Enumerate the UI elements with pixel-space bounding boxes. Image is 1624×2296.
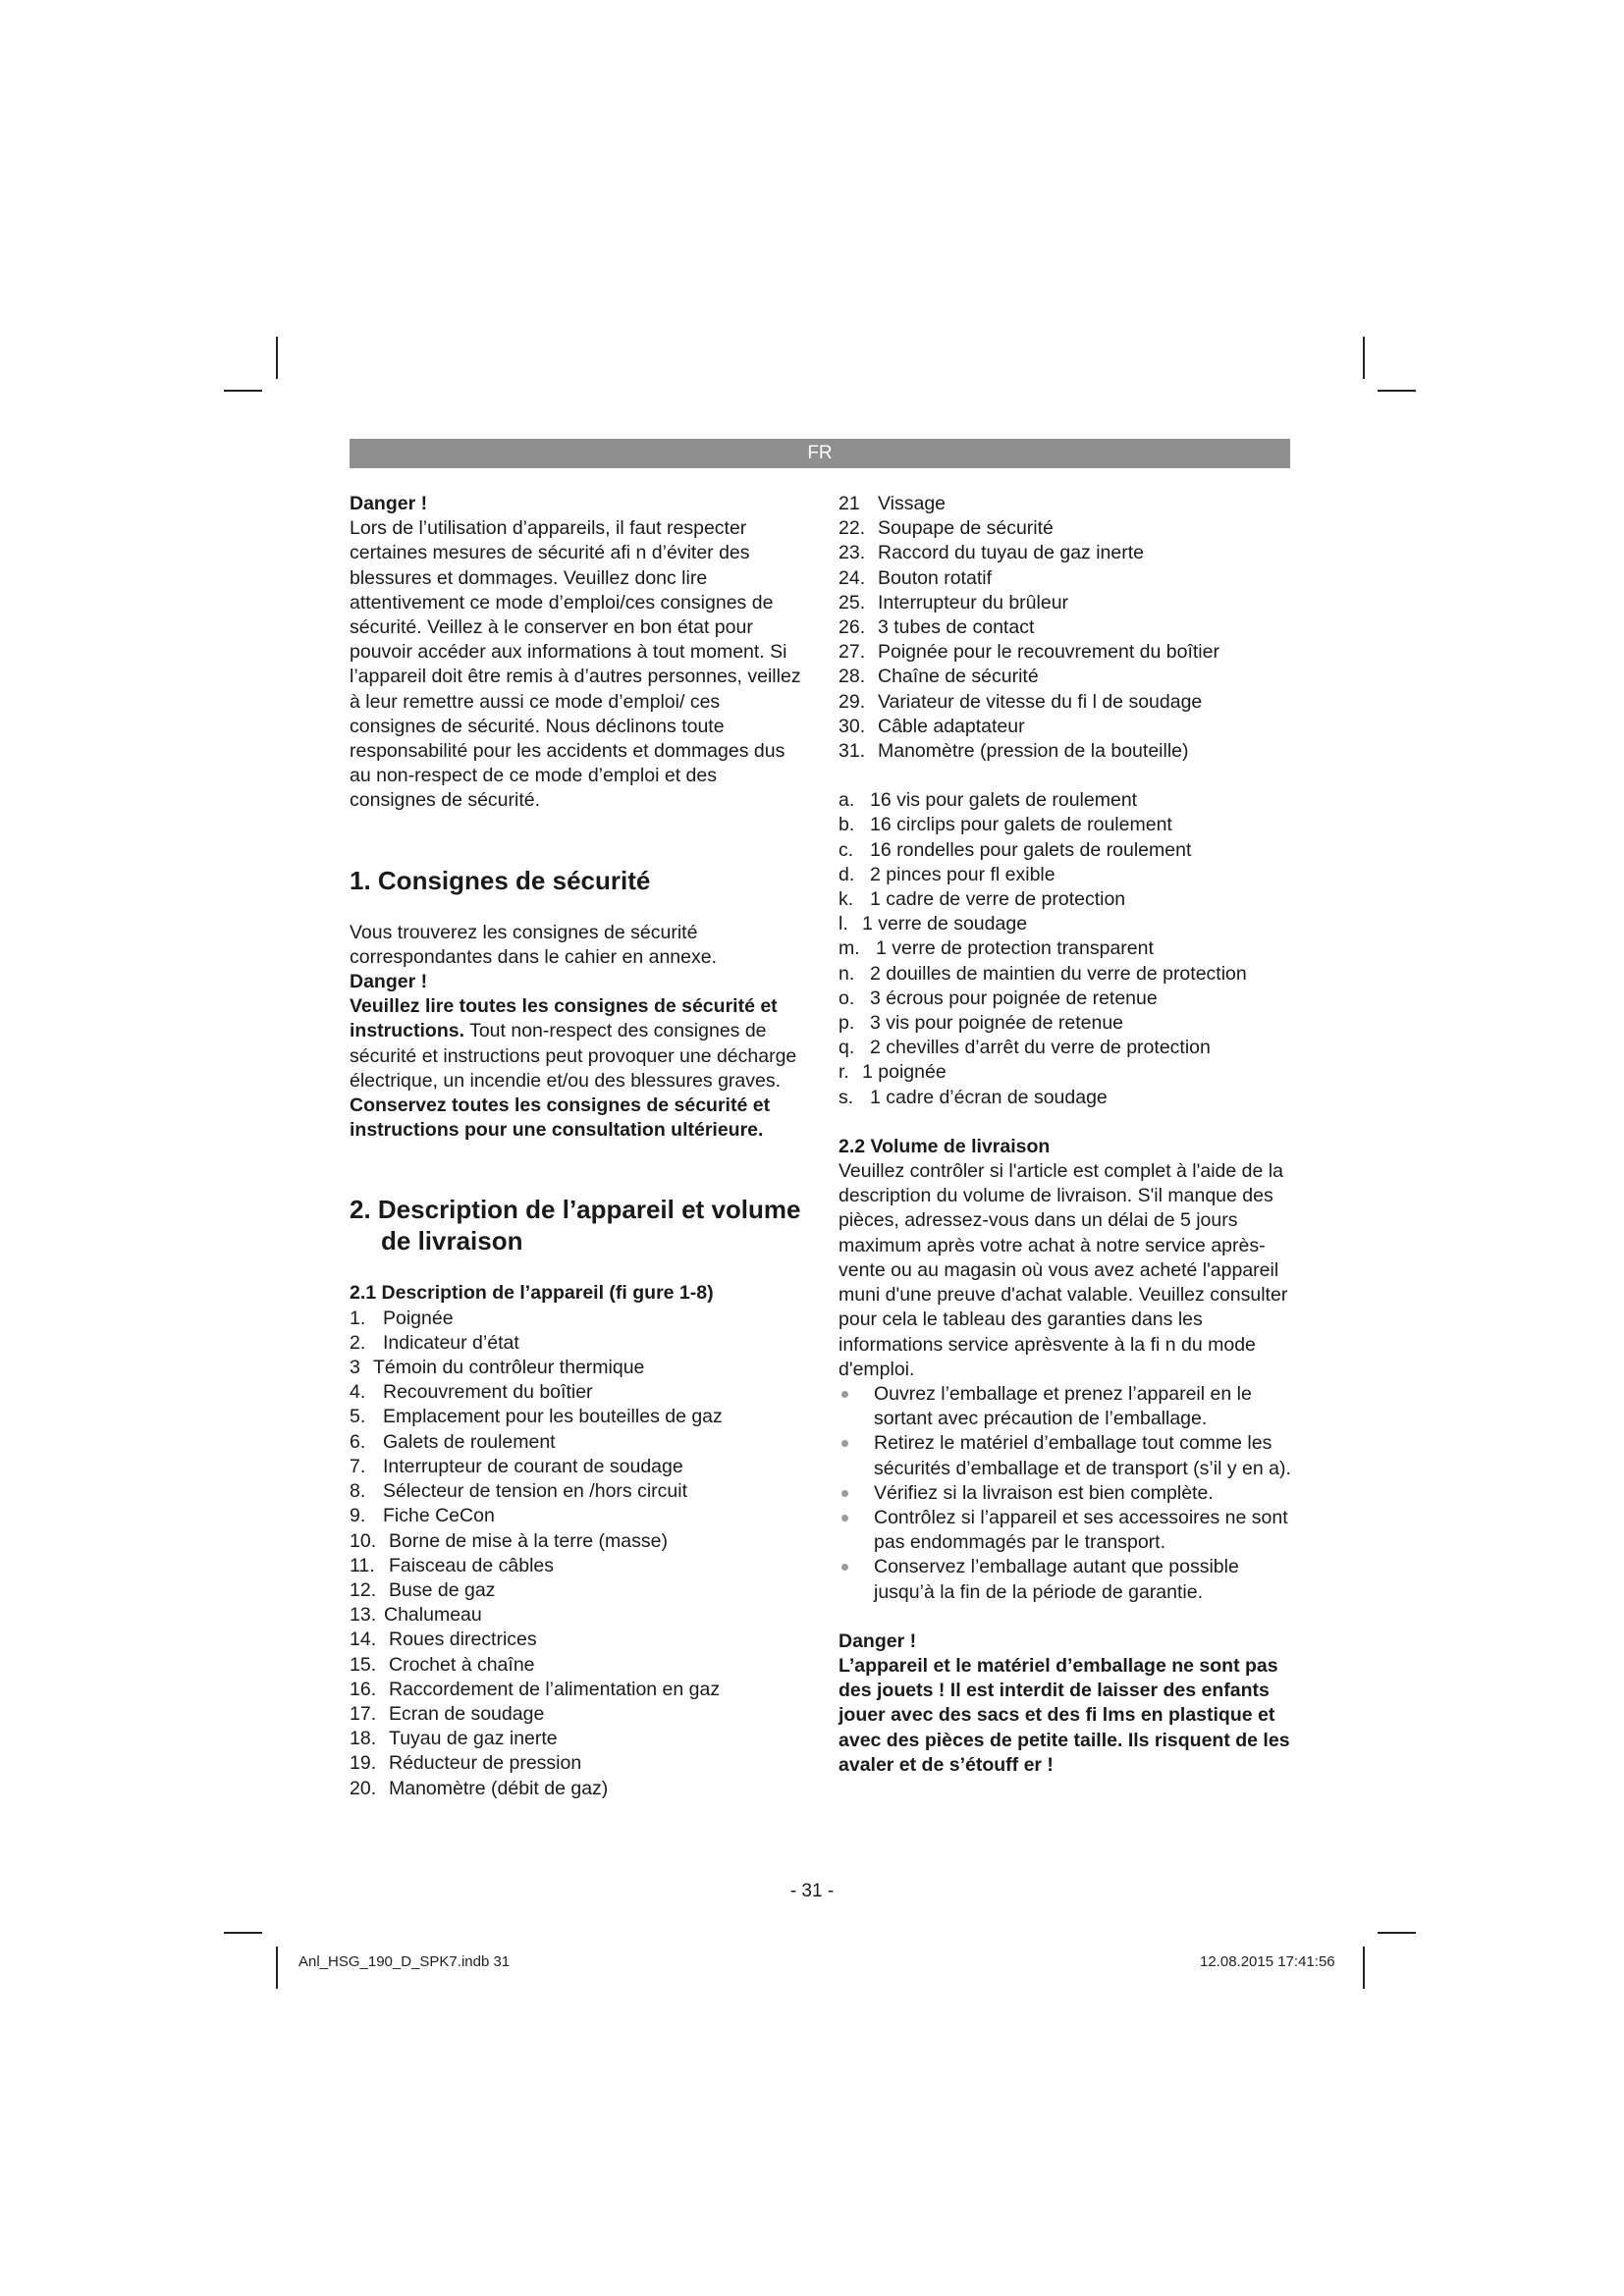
list-item: 30. Câble adaptateur: [839, 715, 1025, 737]
list-item: 5. Emplacement pour les bouteilles de gaz: [350, 1406, 723, 1428]
list-item: 19. Réducteur de pression: [350, 1752, 582, 1775]
section-1-instructions: [350, 994, 803, 1094]
intro-danger-text: Lors de l’utilisation d’appareils, il faut respecter certaines mesures de sécurité afi n d’éviter des blessures et dommages. Veuillez donc lire attentivement ce mode d’emploi/ces consignes de sécurité. Veillez à le conserver en bon état pour pouvoir accéder aux informations à tout moment. Si l’appareil doit être remis à d’autres personnes, veillez à leur remettre aussi ce mode d’emploi/ ces consignes de sécurité. Nous déclinons toute responsabilité pour les accidents et dommages dus au non-respect de ce mode d’emploi et des consignes de sécurité.: [350, 517, 801, 812]
list-item: o. 3 écrous pour poignée de retenue: [839, 987, 1158, 1009]
crop-mark-top-left-v: [276, 337, 278, 379]
section-1-text: Vous trouverez les consignes de sécurité correspondantes dans le cahier en annexe.: [350, 921, 718, 968]
crop-mark-bottom-left-h: [224, 1932, 262, 1934]
list-item: 25. Interrupteur du brûleur: [839, 591, 1069, 614]
list-item: Retirez le matériel d’emballage tout comme les sécurités d’emballage et de transport (s’il y en a).: [839, 1431, 1300, 1480]
footer-file-name: Anl_HSG_190_D_SPK7.indb 31: [298, 1953, 511, 1970]
crop-mark-top-right-v: [1363, 337, 1365, 379]
list-item: m. 1 verre de protection transparent: [839, 937, 1154, 960]
list-item: 13. Chalumeau: [350, 1604, 482, 1627]
list-item: r. 1 poignée: [839, 1061, 947, 1084]
section-2-2-title: 2.2 Volume de livraison: [839, 1135, 1051, 1157]
accessories-list: [839, 788, 1300, 1110]
unpacking-steps: [839, 1382, 1300, 1605]
language-header-bar: FR: [350, 439, 1290, 468]
section-2-title: 2. Description de l’appareil et volume de livraison: [350, 1195, 801, 1256]
list-item: 27. Poignée pour le recouvrement du boîtier: [839, 641, 1219, 664]
list-item: 23. Raccord du tuyau de gaz inerte: [839, 542, 1145, 564]
crop-mark-top-left-h: [224, 390, 262, 392]
list-item: q. 2 chevilles d’arrêt du verre de protection: [839, 1037, 1211, 1059]
list-item: 21 Vissage: [839, 493, 947, 514]
list-item: d. 2 pinces pour fl exible: [839, 863, 1056, 885]
list-item: 10. Borne de mise à la terre (masse): [350, 1529, 668, 1552]
parts-list-1: [350, 1307, 803, 1801]
list-item: 6. Galets de roulement: [350, 1430, 556, 1453]
delivery-text: Veuillez contrôler si l'article est complet à l'aide de la description du volume de livraison. S'il manque des pièces, adressez-vous dans un délai de 5 jours maximum après votre achat à notre service après-vente ou au magasin où vous avez acheté l'appareil muni d'une preuve d'achat valable. Veuillez consulter pour cela le tableau des garanties dans les informations service aprèsvente à la fi n du mode d'emploi.: [839, 1160, 1288, 1380]
crop-mark-bottom-left-v: [276, 1947, 278, 1989]
left-column: [350, 492, 803, 1801]
crop-mark-bottom-right-h: [1378, 1932, 1416, 1934]
list-item: 11. Faisceau de câbles: [350, 1554, 555, 1576]
section-1-bold-instruction: Veuillez lire toutes les consignes de sécurité et instructions.: [350, 995, 778, 1042]
list-item: 3 Témoin du contrôleur thermique: [350, 1357, 645, 1379]
list-item: 24. Bouton rotatif: [839, 566, 992, 589]
list-item: k. 1 cadre de verre de protection: [839, 888, 1126, 911]
list-item: 15. Crochet à chaîne: [350, 1653, 535, 1676]
section-1-keep-instructions: Conservez toutes les consignes de sécurité et instructions pour une consultation ultérieure.: [350, 1095, 771, 1142]
list-item: 22. Soupape de sécurité: [839, 517, 1054, 540]
list-item: 20. Manomètre (débit de gaz): [350, 1777, 609, 1799]
list-item: 16. Raccordement de l’alimentation en gaz: [350, 1678, 721, 1700]
intro-danger-title: Danger !: [350, 493, 428, 514]
list-item: s. 1 cadre d’écran de soudage: [839, 1086, 1108, 1108]
list-item: n. 2 douilles de maintien du verre de protection: [839, 962, 1247, 985]
list-item: 28. Chaîne de sécurité: [839, 666, 1039, 688]
section-2-danger-title: Danger !: [839, 1629, 917, 1652]
list-item: 29. Variateur de vitesse du fi l de soudage: [839, 690, 1203, 713]
list-item: a. 16 vis pour galets de roulement: [839, 789, 1138, 812]
list-item: 7. Interrupteur de courant de soudage: [350, 1455, 683, 1477]
list-item: Contrôlez si l’appareil et ses accessoires ne sont pas endommagés par le transport.: [839, 1506, 1300, 1555]
section-1-danger-title: Danger !: [350, 971, 428, 993]
list-item: 2. Indicateur d’état: [350, 1331, 519, 1354]
section-1-instruction-text: Tout non-respect des consignes de sécurité et instructions peut provoquer une décharge électrique, un incendie et/ou des blessures graves.: [350, 1020, 797, 1092]
list-item: 8. Sélecteur de tension en /hors circuit: [350, 1480, 688, 1503]
footer-datetime: 12.08.2015 17:41:56: [1200, 1953, 1335, 1970]
list-item: 4. Recouvrement du boîtier: [350, 1381, 593, 1404]
list-item: l. 1 verre de soudage: [839, 913, 1028, 935]
list-item: 9. Fiche CeCon: [350, 1505, 495, 1527]
list-item: Conservez l’emballage autant que possible jusqu’à la fin de la période de garantie.: [839, 1555, 1300, 1604]
section-2-1-title: 2.1 Description de l’appareil (fi gure 1-8): [350, 1282, 714, 1305]
list-item: Vérifiez si la livraison est bien complète.: [839, 1481, 1300, 1506]
list-item: 17. Ecran de soudage: [350, 1702, 545, 1725]
crop-mark-bottom-right-v: [1363, 1947, 1365, 1989]
section-2-danger-text: L’appareil et le matériel d’emballage ne sont pas des jouets ! Il est interdit de laisser des enfants jouer avec des sacs et des fi lms en plastique et avec des pièces de petite taille. Ils risquent de les avaler et de s’étouff er !: [839, 1654, 1290, 1776]
list-item: 1. Poignée: [350, 1307, 454, 1329]
section-1-title: 1. Consignes de sécurité: [350, 865, 651, 895]
list-item: 14. Roues directrices: [350, 1629, 537, 1651]
crop-mark-top-right-h: [1378, 390, 1416, 392]
list-item: 26. 3 tubes de contact: [839, 616, 1035, 639]
list-item: c. 16 rondelles pour galets de roulement: [839, 838, 1192, 861]
page-number: - 31 -: [789, 1881, 835, 1901]
parts-list-2: [839, 492, 1300, 764]
list-item: Ouvrez l’emballage et prenez l’appareil en le sortant avec précaution de l’emballage.: [839, 1382, 1300, 1431]
list-item: 12. Buse de gaz: [350, 1578, 496, 1601]
list-item: b. 16 circlips pour galets de roulement: [839, 814, 1172, 836]
right-column: [839, 492, 1300, 1778]
list-item: 31. Manomètre (pression de la bouteille): [839, 740, 1189, 763]
list-item: 18. Tuyau de gaz inerte: [350, 1728, 558, 1750]
list-item: p. 3 vis pour poignée de retenue: [839, 1012, 1124, 1035]
